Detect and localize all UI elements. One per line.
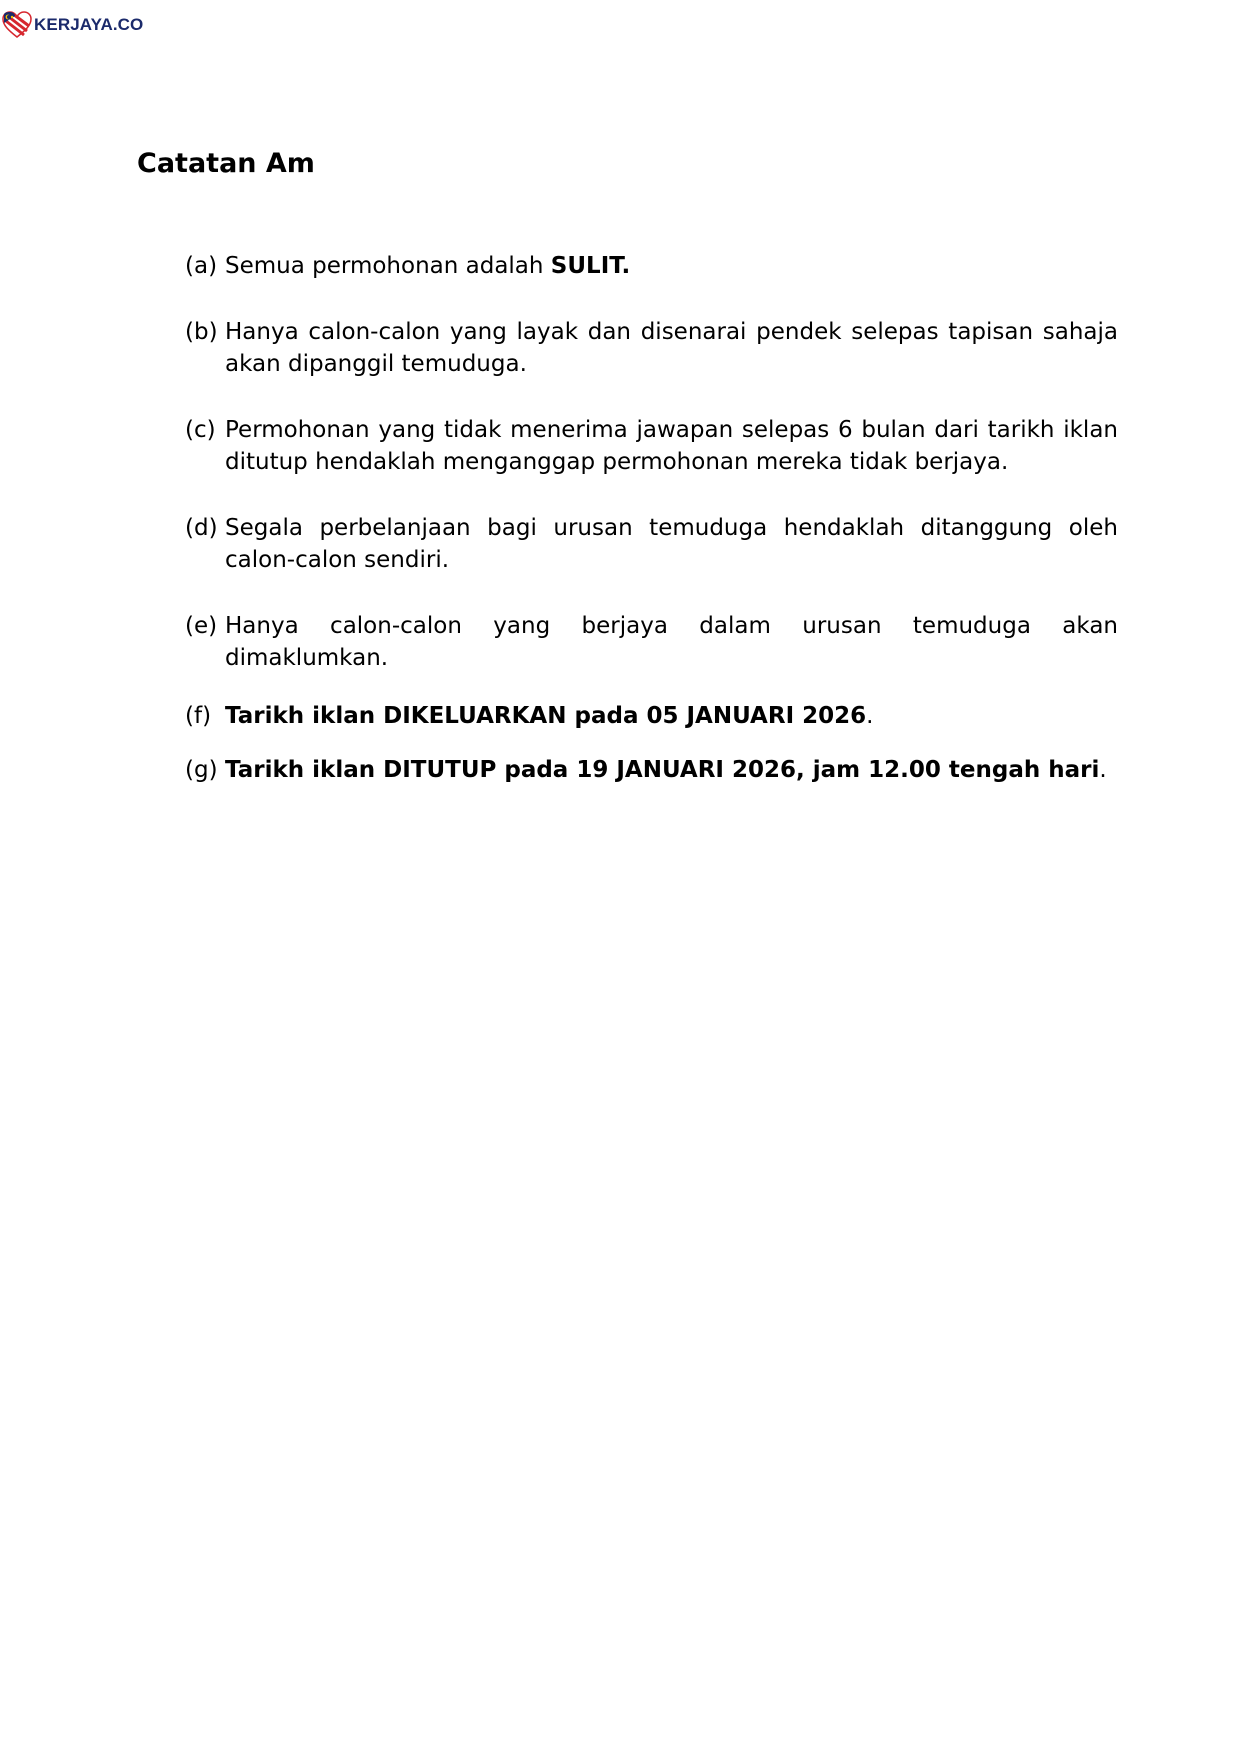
- note-text: [225, 754, 1118, 786]
- note-text-bold: Tarikh iklan DIKELUARKAN pada 05 JANUARI 2026: [225, 703, 867, 729]
- note-text-suffix: .: [1099, 757, 1107, 783]
- note-text-regular: Semua permohonan adalah: [225, 253, 551, 279]
- site-logo[interactable]: [2, 10, 143, 40]
- note-item-g: [185, 754, 1118, 786]
- note-text-suffix: .: [866, 703, 874, 729]
- note-item-d: [185, 512, 1118, 576]
- note-text: [225, 700, 1118, 732]
- note-label: (f): [185, 703, 212, 729]
- note-item-e: [185, 610, 1118, 674]
- malaysia-flag-heart-icon: [2, 11, 32, 39]
- note-label: (g): [185, 757, 218, 783]
- note-item-c: [185, 414, 1118, 478]
- note-text: Permohonan yang tidak menerima jawapan selepas 6 bulan dari tarikh iklan ditutup hendaklah menganggap permohonan mereka tidak berjaya.: [225, 417, 1118, 475]
- note-label: (c): [185, 417, 216, 443]
- note-text: Hanya calon-calon yang layak dan disenarai pendek selepas tapisan sahaja akan dipanggil temuduga.: [225, 319, 1118, 377]
- note-item-b: [185, 316, 1118, 380]
- note-label: (b): [185, 319, 218, 345]
- note-item-f: [185, 700, 1118, 732]
- page-title: Catatan Am: [137, 148, 315, 179]
- notes-list: [185, 250, 1118, 786]
- note-text-bold: SULIT.: [550, 253, 631, 279]
- logo-text: KERJAYA.CO: [34, 15, 144, 34]
- note-text-bold: Tarikh iklan DITUTUP pada 19 JANUARI 2026, jam 12.00 tengah hari: [225, 757, 1100, 783]
- note-item-a: [185, 250, 1118, 282]
- note-label: (e): [185, 613, 218, 639]
- note-label: (d): [185, 515, 218, 541]
- note-text: [225, 250, 1118, 282]
- note-text: Segala perbelanjaan bagi urusan temuduga hendaklah ditanggung oleh calon-calon sendiri.: [225, 515, 1118, 573]
- note-text: Hanya calon-calon yang berjaya dalam urusan temuduga akan dimaklumkan.: [225, 613, 1118, 671]
- note-label: (a): [185, 253, 218, 279]
